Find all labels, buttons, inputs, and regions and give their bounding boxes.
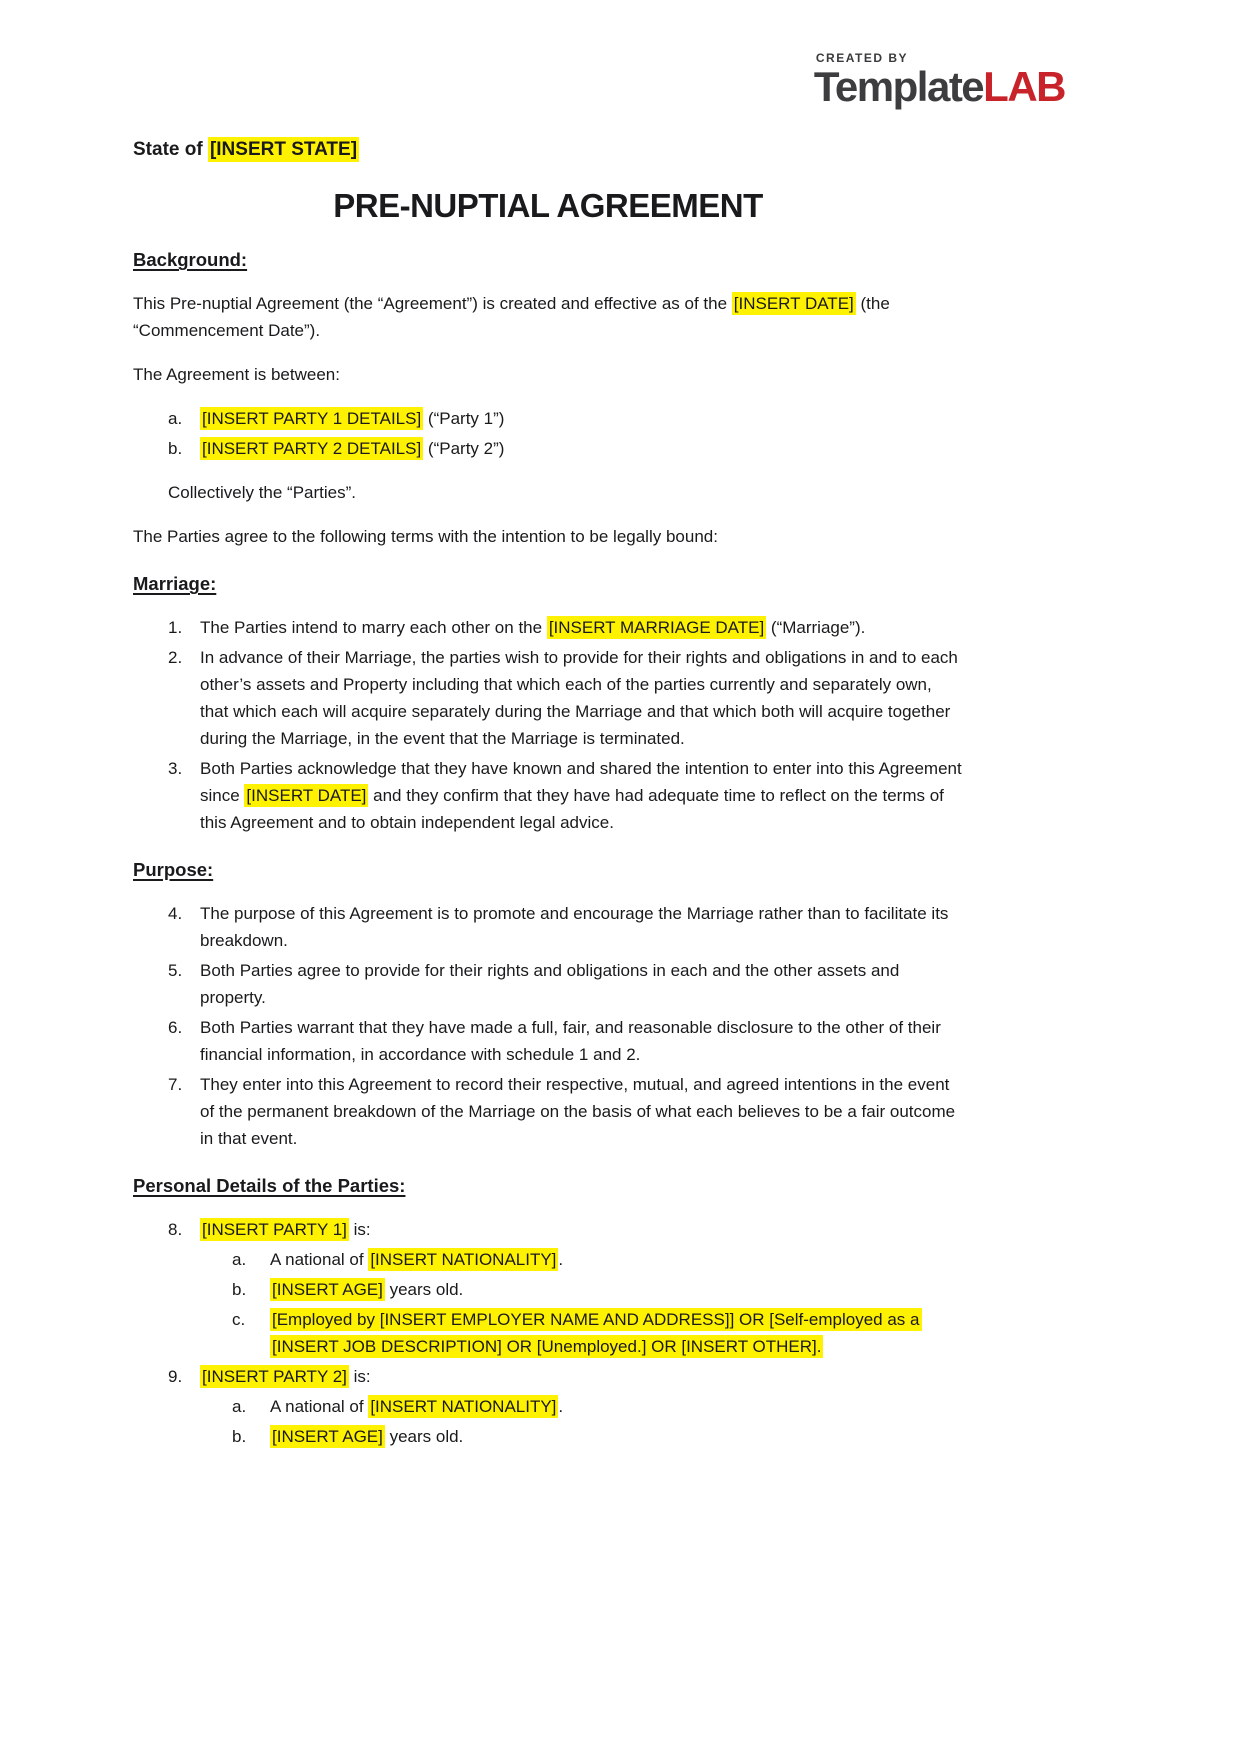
list-item-body (200, 1216, 963, 1360)
list-item-party-2 (133, 435, 963, 462)
text-segment: years old. (384, 1280, 464, 1300)
list-item-party-1 (133, 405, 963, 432)
document-title: PRE-NUPTIAL AGREEMENT (333, 187, 763, 224)
section-heading-background: Background: (133, 249, 248, 271)
list-item-text (200, 644, 963, 752)
collectively-paragraph (168, 479, 963, 506)
placeholder-highlight: [INSERT DATE] (733, 294, 854, 314)
text-segment: (“Marriage”). (766, 618, 866, 638)
text-segment: . (558, 1397, 564, 1417)
list-marker: c. (232, 1310, 246, 1330)
placeholder-highlight: [INSERT DATE] (246, 786, 367, 806)
text-segment: A national of (270, 1250, 369, 1270)
text-segment: The Agreement is between: (133, 365, 340, 385)
text-segment: Collectively the “Parties”. (168, 483, 357, 503)
text-segment: Both Parties agree to provide for their rights and obligations in each and the other assets and property. (200, 961, 900, 1008)
list-marker: b. (232, 1427, 247, 1447)
text-segment: is: (348, 1367, 371, 1387)
list-item-text (200, 1014, 963, 1068)
list-item-text (200, 614, 963, 641)
list-item-4 (133, 900, 963, 954)
agreement-between-paragraph (133, 361, 963, 388)
marriage-numbered-list (133, 614, 963, 836)
list-item-text (200, 900, 963, 954)
list-item-text (200, 1071, 963, 1152)
personal-details-numbered-list (133, 1216, 963, 1450)
list-marker: 3. (168, 759, 183, 779)
text-segment: A national of (270, 1397, 369, 1417)
party-1-sub-list (200, 1246, 963, 1360)
list-item-text (200, 405, 963, 432)
list-item-2 (133, 644, 963, 752)
list-item-text (270, 1423, 963, 1450)
placeholder-highlight: [INSERT PARTY 2 DETAILS] (202, 439, 422, 459)
placeholder-highlight: [INSERT NATIONALITY] (370, 1250, 557, 1270)
list-marker: 5. (168, 961, 183, 981)
list-item-1 (133, 614, 963, 641)
text-segment: State of (133, 139, 208, 160)
text-segment: (“Party 1”) (423, 409, 505, 429)
placeholder-highlight: [INSERT PARTY 1] (202, 1220, 347, 1240)
text-segment: (“Party 2”) (423, 439, 505, 459)
placeholder-highlight: [INSERT PARTY 2] (202, 1367, 347, 1387)
sub-item-8a (200, 1246, 963, 1273)
sub-item-9a (200, 1393, 963, 1420)
sub-item-8b (200, 1276, 963, 1303)
text-segment: is: (348, 1220, 371, 1240)
list-item-5 (133, 957, 963, 1011)
list-item-text (270, 1306, 963, 1360)
list-item-text (270, 1246, 963, 1273)
legally-bound-paragraph (133, 523, 963, 550)
logo-brand-wordmark (813, 63, 1065, 110)
placeholder-highlight: [INSERT MARRIAGE DATE] (548, 618, 765, 638)
state-of-line (133, 135, 963, 165)
list-marker: 6. (168, 1018, 183, 1038)
list-marker: 4. (168, 904, 183, 924)
list-marker: 2. (168, 648, 183, 668)
list-item-text (200, 1216, 963, 1243)
text-segment: Both Parties acknowledge that they have known and shared the intention to enter into this Agreement since (200, 759, 962, 806)
text-segment: The Parties intend to marry each other on the (200, 618, 547, 638)
list-item-6 (133, 1014, 963, 1068)
text-segment: The purpose of this Agreement is to promote and encourage the Marriage rather than to facilitate its breakdown. (200, 904, 949, 951)
list-item-text (200, 755, 963, 836)
list-marker: 8. (168, 1220, 183, 1240)
text-segment: They enter into this Agreement to record their respective, mutual, and agreed intentions in the event of the permanent breakdown of the Marriage on the basis of what each believes to be a fair outcome in that event. (200, 1075, 956, 1149)
list-item-8 (133, 1216, 963, 1360)
list-item-text (200, 435, 963, 462)
list-marker: a. (168, 409, 183, 429)
text-segment: years old. (384, 1427, 464, 1447)
list-marker: b. (232, 1280, 247, 1300)
list-marker: a. (232, 1250, 247, 1270)
text-segment: . (558, 1250, 564, 1270)
list-marker: 1. (168, 618, 183, 638)
list-marker: 9. (168, 1367, 183, 1387)
list-item-text (270, 1276, 963, 1303)
list-item-7 (133, 1071, 963, 1152)
list-item-body (200, 1363, 963, 1450)
placeholder-highlight: [INSERT NATIONALITY] (370, 1397, 557, 1417)
list-marker: 7. (168, 1075, 183, 1095)
text-segment: In advance of their Marriage, the parties wish to provide for their rights and obligations in and to each other’s assets and Property including that which each of the parties currently and separately own, that which each will acquire separately during the Marriage and that which both will acquire together during the Marriage, in the event that the Marriage is terminated. (200, 648, 958, 749)
logo-created-by-label: CREATED BY (815, 51, 909, 65)
placeholder-highlight: [Employed by [INSERT EMPLOYER NAME AND ADDRESS]] OR [Self-employed as a [INSERT JOB DESCRIPTION] OR [Unemployed.] OR [INSERT OTHER]. (272, 1310, 920, 1357)
sub-item-8c (200, 1306, 963, 1360)
list-item-text (200, 957, 963, 1011)
purpose-numbered-list (133, 900, 963, 1152)
placeholder-highlight: [INSERT STATE] (209, 139, 358, 160)
sub-item-9b (200, 1423, 963, 1450)
section-heading-marriage: Marriage: (133, 573, 217, 595)
logo-brand-template: Template (813, 63, 984, 110)
logo-brand-lab: LAB (983, 63, 1065, 110)
list-marker: b. (168, 439, 183, 459)
templatelab-logo (814, 52, 1065, 108)
text-segment: Both Parties warrant that they have made a full, fair, and reasonable disclosure to the other of their financial information, in accordance with schedule 1 and 2. (200, 1018, 941, 1065)
text-segment: and they confirm that they have had adequate time to reflect on the terms of this Agreement and to obtain independent legal advice. (200, 786, 944, 833)
placeholder-highlight: [INSERT AGE] (272, 1280, 383, 1300)
placeholder-highlight: [INSERT PARTY 1 DETAILS] (202, 409, 422, 429)
list-item-text (270, 1393, 963, 1420)
list-marker: a. (232, 1397, 247, 1417)
text-segment: The Parties agree to the following terms with the intention to be legally bound: (133, 527, 718, 547)
text-segment: This Pre-nuptial Agreement (the “Agreement”) is created and effective as of the (133, 294, 732, 314)
parties-letter-list (133, 405, 963, 462)
placeholder-highlight: [INSERT AGE] (272, 1427, 383, 1447)
list-item-text (200, 1363, 963, 1390)
section-heading-purpose: Purpose: (133, 859, 214, 881)
section-heading-personal-details: Personal Details of the Parties: (133, 1175, 406, 1197)
background-intro-paragraph (133, 290, 963, 344)
party-2-sub-list (200, 1393, 963, 1450)
text-segment: (the “Commencement Date”). (133, 294, 890, 341)
list-item-3 (133, 755, 963, 836)
list-item-9 (133, 1363, 963, 1450)
